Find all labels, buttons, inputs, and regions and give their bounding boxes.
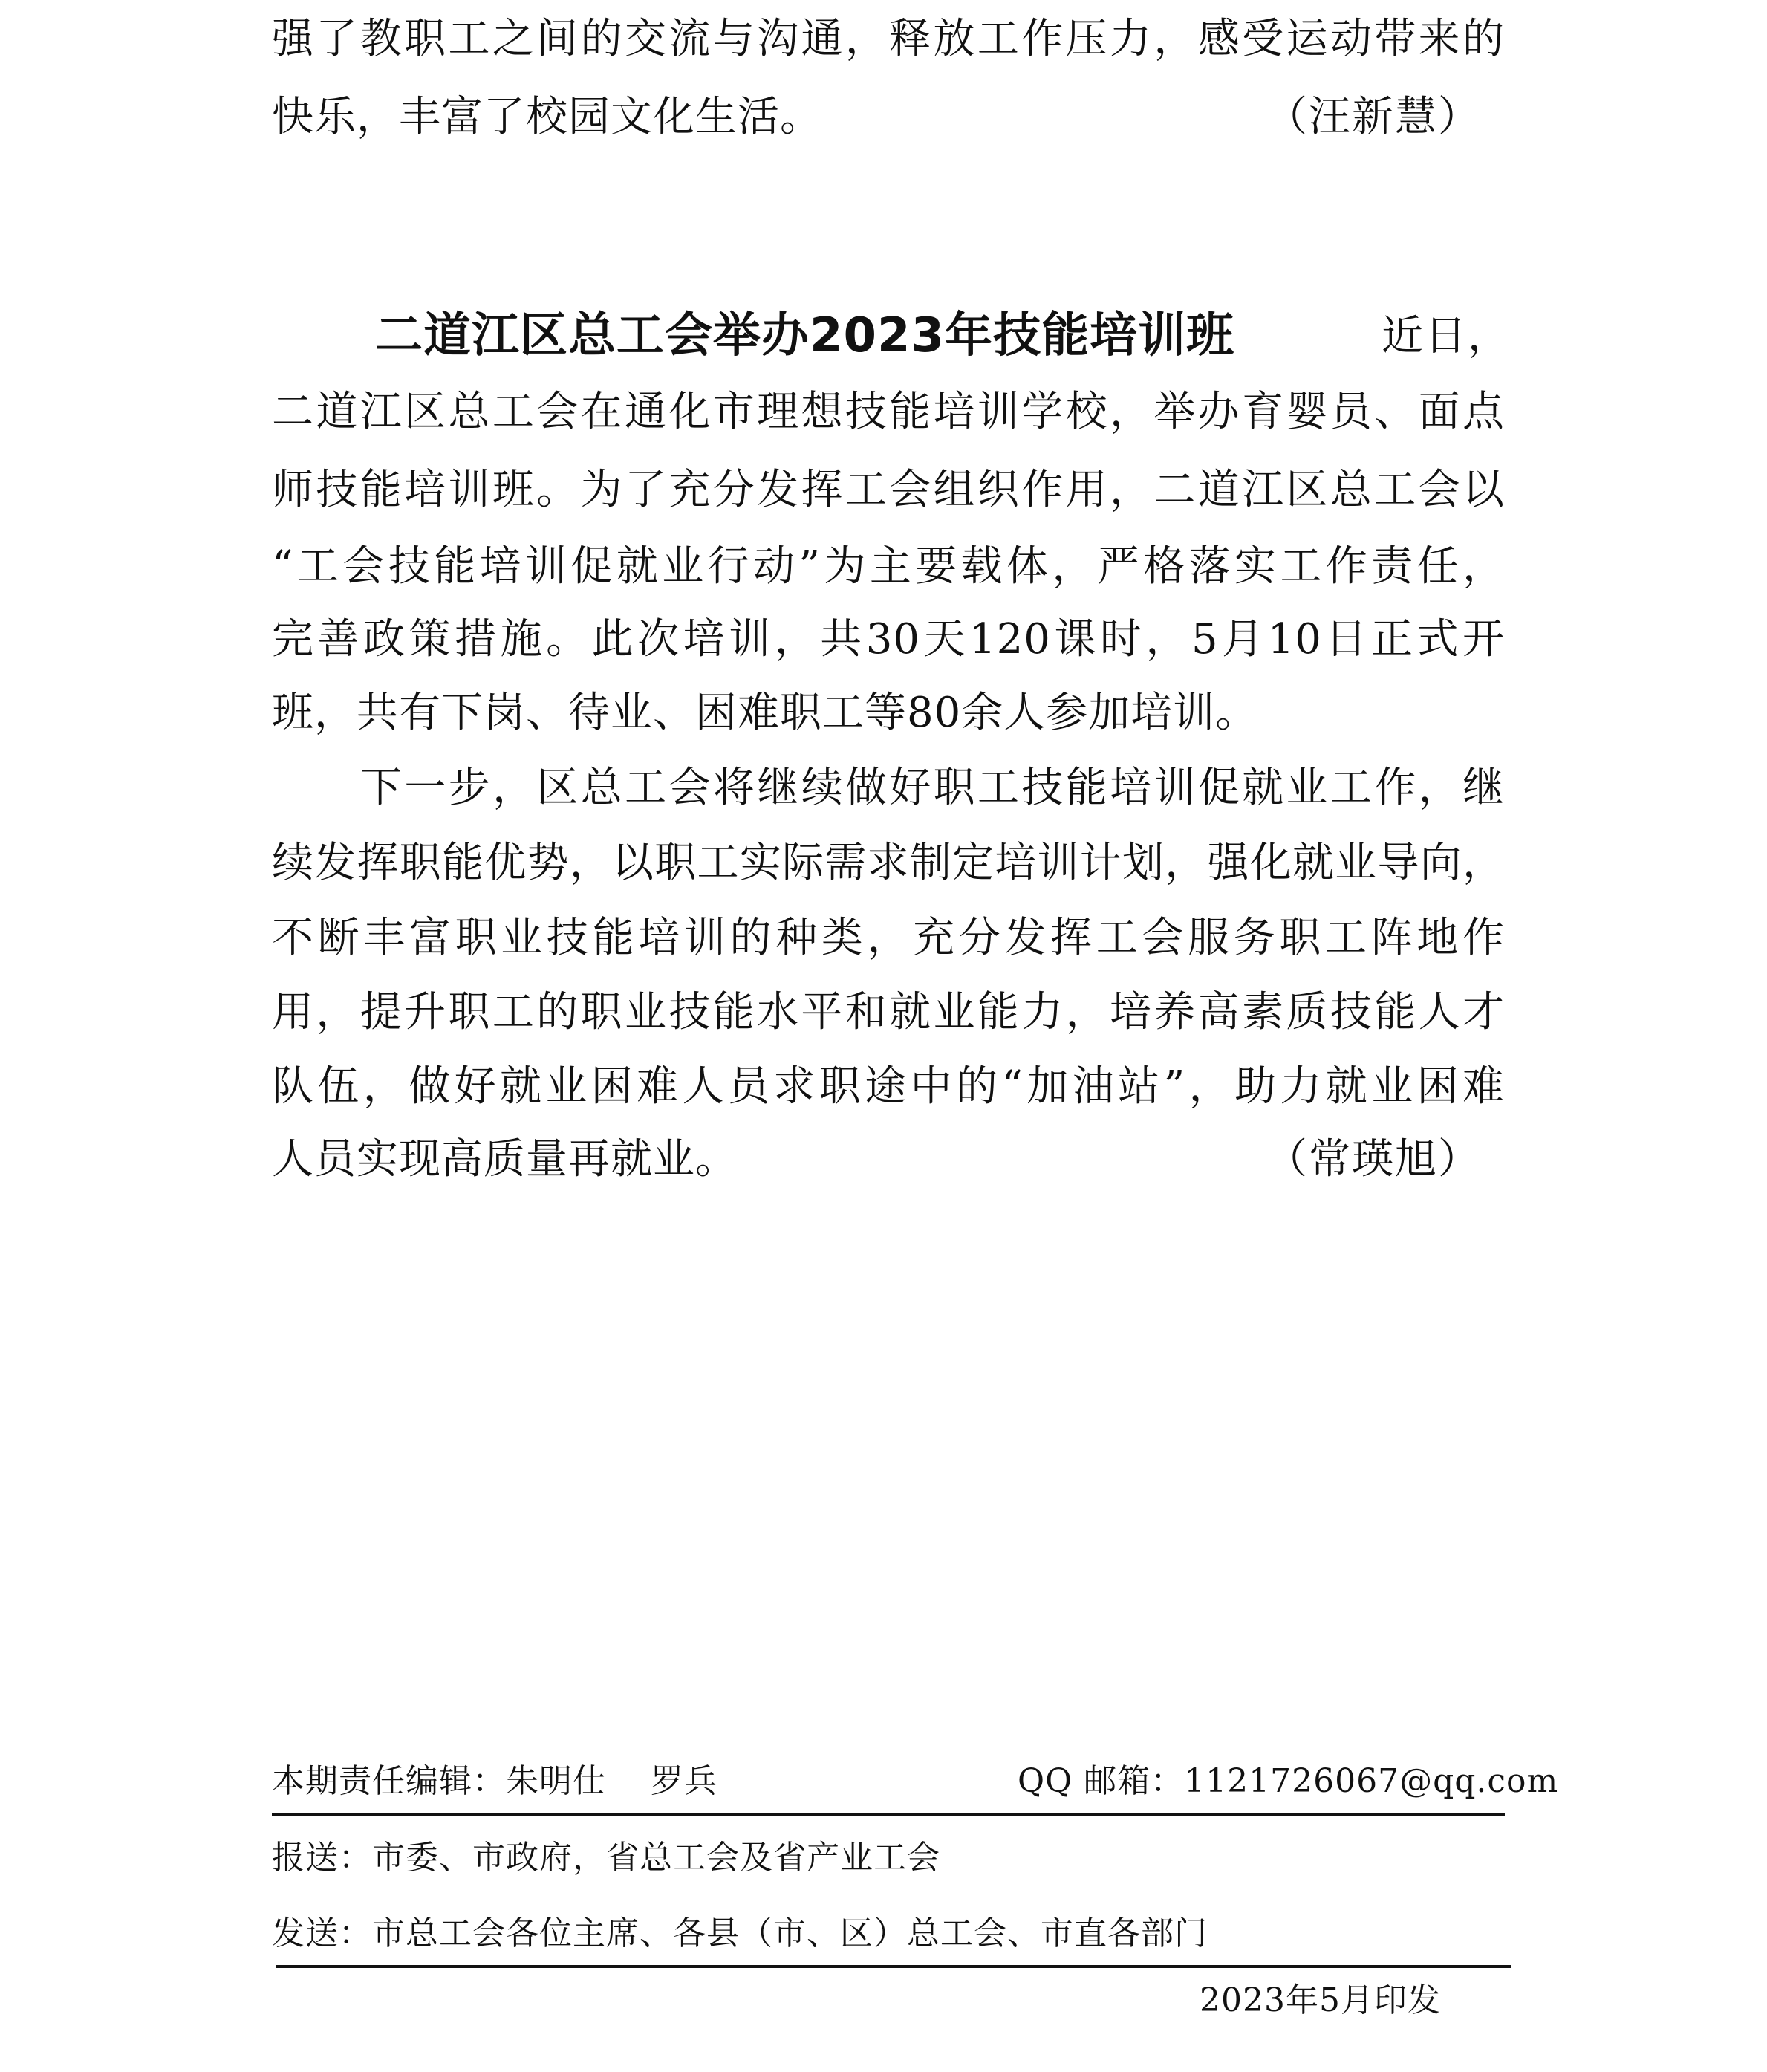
footer-issue-date: 2023年5月印发	[1200, 1981, 1441, 2019]
article-lead-in: 近日，	[1382, 312, 1511, 360]
paragraph-2-line: 不断丰富职业技能培训的种类，充分发挥工会服务职工阵地作	[272, 914, 1505, 962]
paragraph-1-line: “工会技能培训促就业行动”为主要载体，严格落实工作责任，	[272, 542, 1505, 591]
paragraph-2-line: 人员实现高质量再就业。	[272, 1135, 738, 1183]
prev-article-line-1: 强了教职工之间的交流与沟通，释放工作压力，感受运动带来的	[272, 15, 1505, 63]
paragraph-1-line: 二道江区总工会在通化市理想技能培训学校，举办育婴员、面点	[272, 388, 1505, 436]
paragraph-2-line: 队伍，做好就业困难人员求职途中的“加油站”，助力就业困难	[272, 1062, 1505, 1111]
footer-divider-bottom	[276, 1965, 1511, 1968]
paragraph-1-line: 师技能培训班。为了充分发挥工会组织作用，二道江区总工会以	[272, 466, 1505, 514]
prev-article-author: （汪新慧）	[1266, 93, 1481, 141]
paragraph-2-line: 续发挥职能优势，以职工实际需求制定培训计划，强化就业导向，	[272, 839, 1505, 887]
footer-email: QQ 邮箱：1121726067@qq.com	[1018, 1762, 1559, 1800]
footer-divider-top	[272, 1813, 1505, 1816]
prev-article-line-2: 快乐，丰富了校园文化生活。	[272, 93, 822, 141]
paragraph-2-line: 用，提升职工的职业技能水平和就业能力，培养高素质技能人才	[272, 988, 1505, 1036]
paragraph-1-line: 班，共有下岗、待业、困难职工等80余人参加培训。	[272, 689, 1258, 737]
footer-editors: 本期责任编辑：朱明仕 罗兵	[272, 1762, 717, 1800]
article-author: （常瑛旭）	[1266, 1135, 1481, 1183]
paragraph-1-line: 完善政策措施。此次培训，共30天120课时，5月10日正式开	[272, 615, 1505, 663]
footer-send-to: 发送：市总工会各位主席、各县（市、区）总工会、市直各部门	[272, 1915, 1208, 1952]
article-title: 二道江区总工会举办2023年技能培训班	[375, 308, 1235, 363]
footer-report-to: 报送：市委、市政府，省总工会及省产业工会	[272, 1839, 940, 1877]
paragraph-2-line: 下一步，区总工会将继续做好职工技能培训促就业工作，继	[360, 764, 1505, 812]
